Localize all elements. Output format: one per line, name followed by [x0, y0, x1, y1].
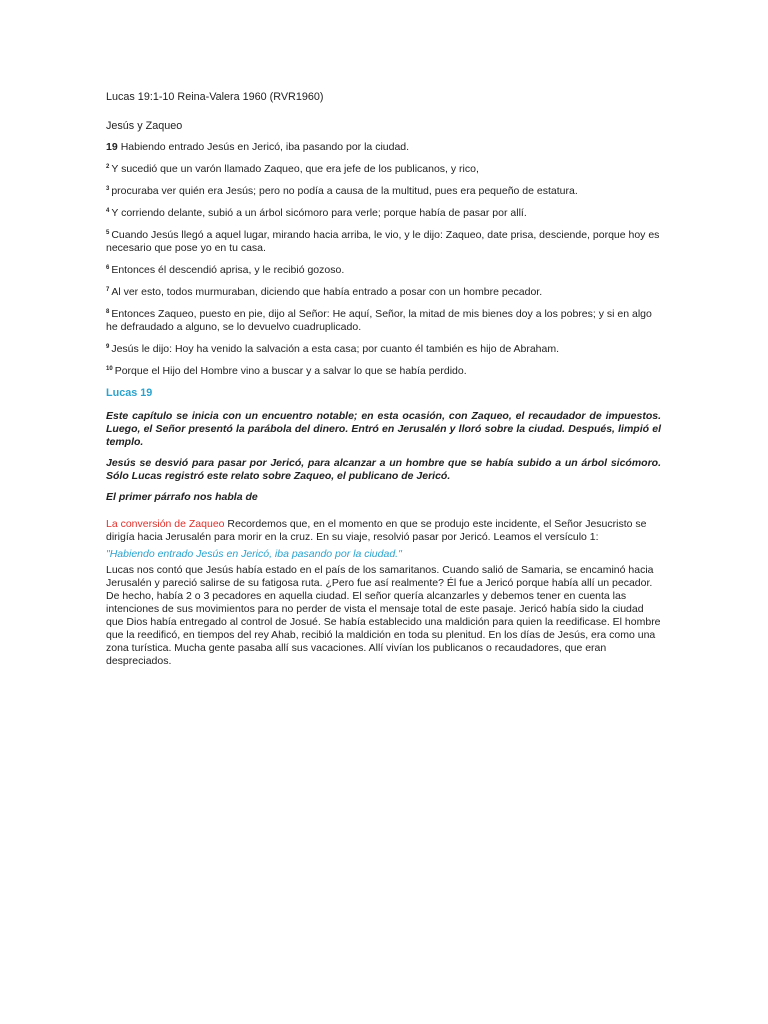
- document-content: [106, 90, 661, 672]
- conversion-paragraph: [106, 518, 661, 544]
- verse-quote: "Habiendo entrado Jesús en Jericó, iba pasando por la ciudad.": [106, 548, 402, 560]
- verse-5: [106, 229, 661, 255]
- verse-number: 7: [106, 287, 110, 293]
- verse-number: 9: [106, 344, 110, 350]
- commentary-paragraph-2: Jesús se desvió para pasar por Jericó, para alcanzar a un hombre que se había subido a un árbol sicómoro. Sólo Lucas registró este relato sobre Zaqueo, el publicano de Jericó.: [106, 457, 661, 482]
- passage-title: Lucas 19:1-10 Reina-Valera 1960 (RVR1960): [106, 91, 324, 103]
- verse-text: Habiendo entrado Jesús en Jericó, iba pasando por la ciudad.: [120, 141, 410, 153]
- verse-number: 19: [106, 141, 118, 153]
- verse-7: [106, 286, 661, 299]
- verse-number: 3: [106, 186, 110, 192]
- verse-number: 4: [106, 208, 110, 214]
- commentary-paragraph-1: Este capítulo se inicia con un encuentro notable; en esta ocasión, con Zaqueo, el recaudador de impuestos. Luego, el Señor presentó la parábola del dinero. Entró en Jerusalén y lloró sobre la ciudad. Después, limpió el templo.: [106, 410, 661, 448]
- verse-2: [106, 163, 661, 176]
- verse-text: Al ver esto, todos murmuraban, diciendo que había entrado a posar con un hombre pecador.: [111, 286, 543, 298]
- verse-1: [106, 141, 661, 154]
- verse-4: [106, 207, 661, 220]
- verse-text: Y sucedió que un varón llamado Zaqueo, que era jefe de los publicanos, y rico,: [111, 163, 479, 175]
- verse-6: [106, 264, 661, 277]
- verse-text: Porque el Hijo del Hombre vino a buscar y a salvar lo que se había perdido.: [114, 365, 467, 377]
- verse-8: [106, 308, 661, 334]
- section-title: Jesús y Zaqueo: [106, 120, 183, 132]
- conversion-label: La conversión de Zaqueo: [106, 518, 225, 530]
- verse-text: Entonces él descendió aprisa, y le recibió gozoso.: [111, 264, 345, 276]
- verse-text: Entonces Zaqueo, puesto en pie, dijo al Señor: He aquí, Señor, la mitad de mis bienes doy a los pobres; y si en algo he defraudado a alguno, se lo devuelvo cuadruplicado.: [106, 308, 652, 333]
- verse-10: [106, 365, 661, 378]
- verse-3: [106, 185, 661, 198]
- verse-number: 8: [106, 309, 110, 315]
- verse-text: Jesús le dijo: Hoy ha venido la salvación a esta casa; por cuanto él también es hijo de Abraham.: [111, 343, 560, 355]
- commentary-heading: Lucas 19: [106, 387, 153, 399]
- verse-9: [106, 343, 661, 356]
- verse-text: Y corriendo delante, subió a un árbol sicómoro para verle; porque había de pasar por allí.: [111, 207, 527, 219]
- verse-number: 2: [106, 164, 110, 170]
- conversion-text: Recordemos que, en el momento en que se produjo este incidente, el Señor Jesucristo se dirigía hacia Jerusalén para morir en la cruz. En su viaje, resolvió pasar por Jericó. Leamos el versículo 1:: [106, 518, 647, 543]
- verse-text: procuraba ver quién era Jesús; pero no podía a causa de la multitud, pues era pequeño de estatura.: [111, 185, 578, 197]
- verse-number: 5: [106, 230, 110, 236]
- verse-text: Cuando Jesús llegó a aquel lugar, mirando hacia arriba, le vio, y le dijo: Zaqueo, date prisa, desciende, porque hoy es necesario que pose yo en tu casa.: [106, 229, 660, 254]
- closing-paragraph: Lucas nos contó que Jesús había estado en el país de los samaritanos. Cuando salió de Samaria, se encaminó hacia Jerusalén y pareció salirse de su fatigosa ruta. ¿Pero fue así realmente? Él fue a Jericó porque había allí un pecador. De hecho, había 2 o 3 pecadores en aquella ciudad. El señor quería alcanzarles y debemos tener en cuenta las intenciones de sus movimientos para no perder de vista el mensaje total de este pasaje. Jericó había sido la ciudad que Dios había entregado al control de Josué. Se había establecido una maldición para quien la reedificase. El hombre que la reedificó, en tiempos del rey Ahab, recibió la maldición en toda su plenitud. En los días de Jesús, era como una zona turística. Mucha gente pasaba allí sus vacaciones. Allí vivían los publicanos o recaudadores, que eran despreciados.: [106, 564, 661, 667]
- verse-number: 6: [106, 265, 110, 271]
- verse-number: 10: [106, 366, 113, 372]
- first-paragraph-label: El primer párrafo nos habla de: [106, 491, 258, 503]
